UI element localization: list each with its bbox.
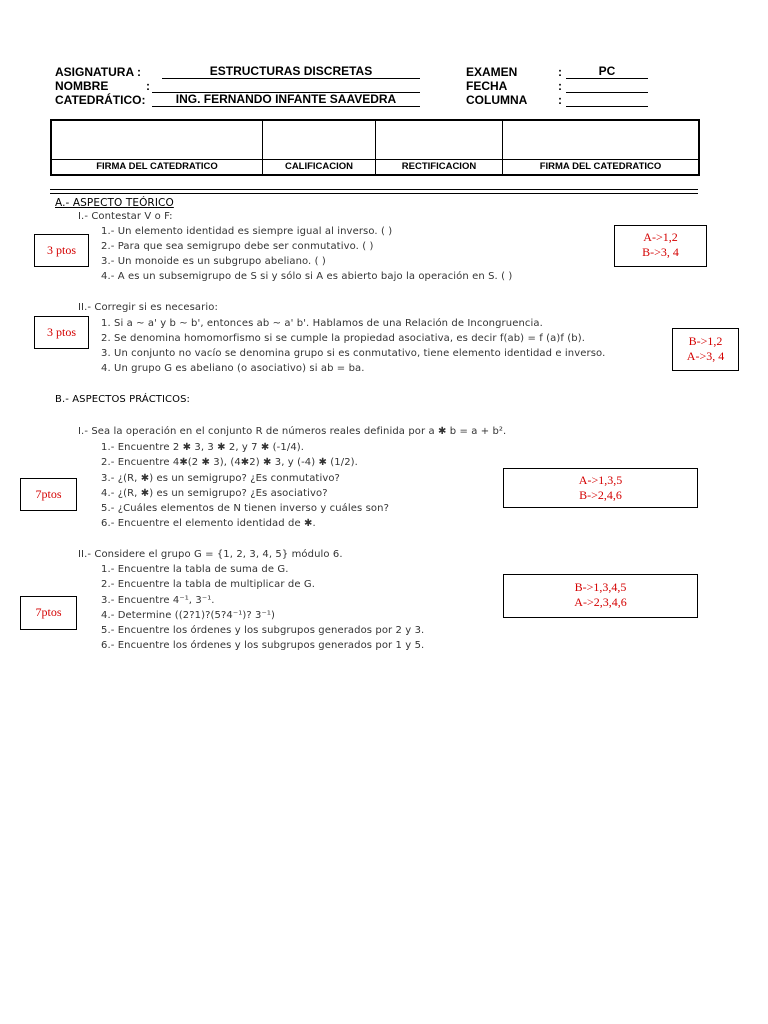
asignatura-value: ESTRUCTURAS DISCRETAS (162, 64, 420, 79)
examen-colon: : (558, 65, 562, 79)
signature-table (50, 119, 700, 176)
section-a1-item-1: 1.- Un elemento identidad es siempre igual al inverso. ( ) (101, 226, 393, 237)
section-b2-item-3: 3.- Encuentre 4⁻¹, 3⁻¹. (101, 595, 215, 606)
section-b2-item-4: 4.- Determine ((2?1)?(5?4⁻¹)? 3⁻¹) (101, 610, 275, 621)
points-box-b1 (20, 478, 77, 511)
section-b1-item-2: 2.- Encuentre 4✱(2 ✱ 3), (4✱2) ✱ 3, y (-4) ✱ (1/2). (101, 457, 358, 468)
section-b2-item-6: 6.- Encuentre los órdenes y los subgrupos generados por 1 y 5. (101, 640, 425, 651)
section-a2-item-4: 4. Un grupo G es abeliano (o asociativo) si ab = ba. (101, 363, 365, 374)
version-a2-2: A->3, 4 (686, 349, 725, 363)
version-box-a2 (672, 328, 739, 371)
version-box-b1 (503, 468, 698, 508)
version-b2-1: B->1,3,4,5 (574, 580, 627, 594)
columna-label: COLUMNA (466, 93, 528, 107)
signature-cell-2 (263, 121, 376, 174)
version-a1-2: B->3, 4 (642, 245, 679, 259)
section-b-title: B.- ASPECTOS PRÁCTICOS: (55, 394, 190, 405)
signature-cell-4 (503, 121, 698, 174)
points-box-a1 (34, 234, 89, 267)
points-box-a2 (34, 316, 89, 349)
rectificacion-label: RECTIFICACION (376, 159, 502, 174)
version-b2-2: A->2,3,4,6 (574, 595, 627, 609)
section-a2-item-3: 3. Un conjunto no vacío se denomina grupo si es conmutativo, tiene elemento identidad e inverso. (101, 348, 606, 359)
firma-catedratico-2-label: FIRMA DEL CATEDRATICO (503, 159, 698, 174)
section-b1-item-1: 1.- Encuentre 2 ✱ 3, 3 ✱ 2, y 7 ✱ (-1/4). (101, 442, 305, 453)
points-box-b2 (20, 596, 77, 630)
version-b1-2: B->2,4,6 (579, 488, 622, 502)
version-box-a1 (614, 225, 707, 267)
section-b2-item-2: 2.- Encuentre la tabla de multiplicar de G. (101, 579, 315, 590)
section-b2-heading: II.- Considere el grupo G = {1, 2, 3, 4, 5} módulo 6. (78, 549, 343, 560)
section-a-title: A.- ASPECTO TEÓRICO (55, 197, 174, 209)
section-b2-item-1: 1.- Encuentre la tabla de suma de G. (101, 564, 289, 575)
firma-catedratico-label: FIRMA DEL CATEDRATICO (52, 159, 262, 174)
section-b2-item-5: 5.- Encuentre los órdenes y los subgrupos generados por 2 y 3. (101, 625, 425, 636)
points-b1: 7ptos (35, 487, 62, 501)
section-a2-heading: II.- Corregir si es necesario: (78, 302, 218, 313)
section-a1-heading: I.- Contestar V o F: (78, 211, 173, 222)
catedratico-label: CATEDRÁTICO: (55, 93, 146, 107)
nombre-field (152, 78, 420, 93)
fecha-field (566, 78, 648, 93)
asignatura-label: ASIGNATURA : (55, 65, 141, 79)
version-a1-1: A->1,2 (643, 230, 678, 244)
section-b1-item-3: 3.- ¿(R, ✱) es un semigrupo? ¿Es conmutativo? (101, 473, 340, 484)
section-a2-item-2: 2. Se denomina homomorfismo si se cumple la propiedad asociativa, es decir f(ab) = f (a)f (b). (101, 333, 585, 344)
section-a1-item-3: 3.- Un monoide es un subgrupo abeliano. ( ) (101, 256, 326, 267)
section-b1-item-5: 5.- ¿Cuáles elementos de N tienen inverso y cuáles son? (101, 503, 389, 514)
fecha-colon: : (558, 79, 562, 93)
examen-label: EXAMEN (466, 65, 518, 79)
calificacion-label: CALIFICACION (263, 159, 375, 174)
signature-cell-1 (52, 121, 263, 174)
fecha-label: FECHA (466, 79, 508, 93)
section-a1-item-2: 2.- Para que sea semigrupo debe ser conmutativo. ( ) (101, 241, 374, 252)
section-b1-item-6: 6.- Encuentre el elemento identidad de ✱. (101, 518, 316, 529)
nombre-label: NOMBRE (55, 79, 109, 93)
columna-colon: : (558, 93, 562, 107)
divider-bottom (50, 193, 698, 194)
examen-value: PC (566, 64, 648, 79)
section-b1-item-4: 4.- ¿(R, ✱) es un semigrupo? ¿Es asociativo? (101, 488, 328, 499)
version-b1-1: A->1,3,5 (578, 473, 623, 487)
catedratico-value: ING. FERNANDO INFANTE SAAVEDRA (152, 92, 420, 107)
version-a2-1: B->1,2 (688, 334, 723, 348)
columna-field (566, 92, 648, 107)
points-b2: 7ptos (35, 605, 62, 619)
signature-cell-3 (376, 121, 503, 174)
section-b1-heading: I.- Sea la operación en el conjunto R de números reales definida por a ✱ b = a + b². (78, 426, 507, 437)
version-box-b2 (503, 574, 698, 618)
nombre-colon: : (146, 79, 150, 93)
points-a1: 3 ptos (46, 243, 76, 257)
divider-top (50, 189, 698, 190)
points-a2: 3 ptos (46, 325, 76, 339)
section-a1-item-4: 4.- A es un subsemigrupo de S si y sólo si A es abierto bajo la operación en S. ( ) (101, 271, 513, 282)
section-a2-item-1: 1. Si a ~ a' y b ~ b', entonces ab ~ a' b'. Hablamos de una Relación de Incongruencia. (101, 318, 543, 329)
